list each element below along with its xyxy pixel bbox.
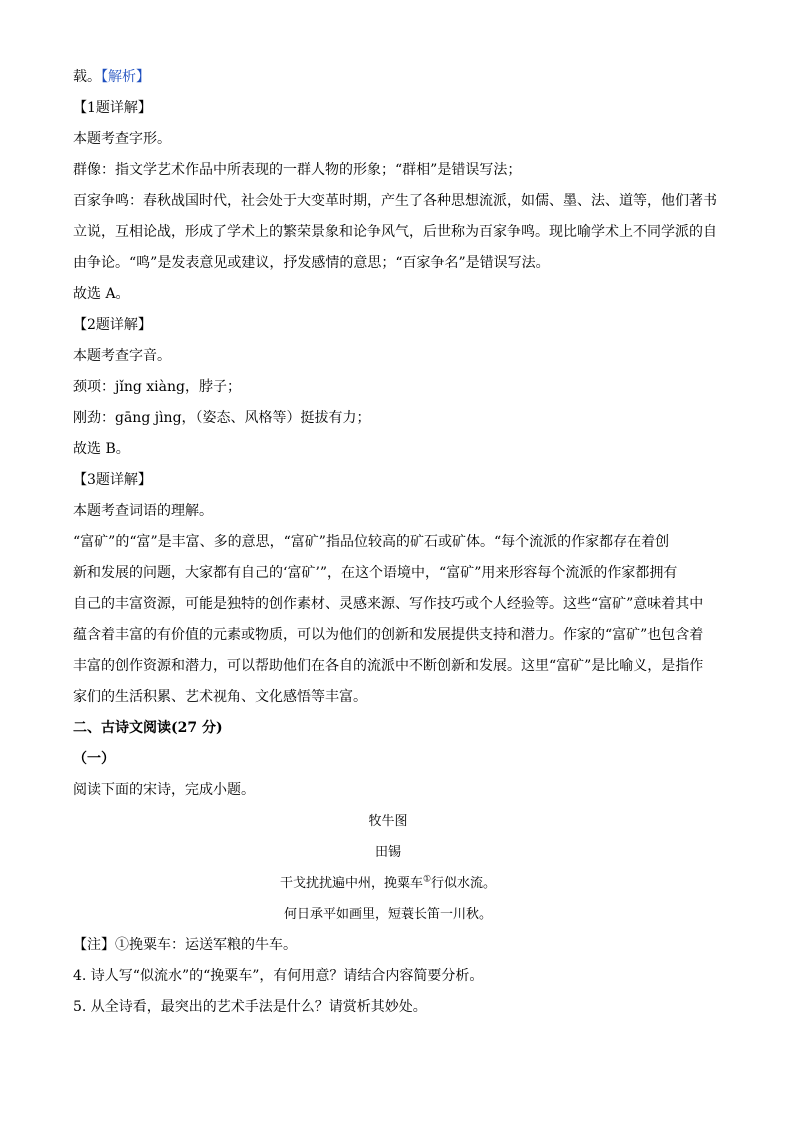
poem-title: 牧牛图 [368, 814, 408, 829]
q1-paragraph-1: 群像：指文学艺术作品中所表现的一群人物的形象；“群相”是错误写法； [73, 162, 522, 178]
q2-answer: 故选 B。 [73, 441, 130, 457]
question-5: 5. 从全诗看，最突出的艺术手法是什么？请赏析其妙处。 [73, 999, 427, 1015]
q1-answer: 故选 A。 [73, 286, 130, 302]
q3-topic: 本题考查词语的理解。 [73, 503, 213, 519]
q3-paragraph-1b: 新和发展的问题，大家都有自己的‘富矿’”，在这个语境中，“富矿”用来形容每个流派的作家都拥有 [73, 565, 678, 581]
footnote-marker: ① [422, 874, 432, 885]
poem-line-2: 何日承平如画里，短蓑长笛一川秋。 [283, 907, 492, 922]
analysis-line [73, 62, 723, 93]
poem-note: 【注】①挽粟车：运送军粮的牛车。 [73, 937, 297, 953]
q2-heading: 【2题详解】 [73, 317, 152, 333]
q1-paragraph-2b: 立说，互相论战，形成了学术上的繁荣景象和论争风气，后世称为百家争鸣。现比喻学术上不同学派的自 [73, 224, 717, 240]
reading-instruction: 阅读下面的宋诗，完成小题。 [73, 782, 255, 798]
q3-paragraph-1e: 丰富的创作资源和潜力，可以帮助他们在各自的流派中不断创新和发展。这里“富矿”是比喻义，是指作 [73, 658, 704, 674]
q3-paragraph-1a: “富矿”的“富”是丰富、多的意思，“富矿”指品位较高的矿石或矿体。“每个流派的作家都存在着创 [73, 534, 670, 550]
q1-topic: 本题考查字形。 [73, 131, 171, 147]
section-2-heading: 二、古诗文阅读(27 分) [73, 720, 223, 736]
q2-paragraph-1: 颈项：jǐng xiàng，脖子； [73, 379, 241, 395]
poem-author: 田锡 [374, 845, 401, 860]
q1-heading: 【1题详解】 [73, 100, 152, 116]
q3-paragraph-1d: 蕴含着丰富的有价值的元素或物质，可以为他们的创新和发展提供支持和潜力。作家的“富矿”也包含着 [73, 627, 704, 643]
subsection-1-heading: （一） [73, 751, 115, 767]
q3-paragraph-1f: 家们的生活积累、艺术视角、文化感悟等丰富。 [73, 689, 367, 705]
continuation-text: 载。 [73, 69, 101, 85]
document-page [73, 62, 723, 1023]
poem-line-1-start: 干戈扰扰遍中州，挽粟车 [279, 876, 423, 891]
poem-line-1-end: 行似水流。 [431, 876, 497, 891]
poem-line-1 [73, 868, 703, 899]
question-4: 4. 诗人写“似流水”的“挽粟车”，有何用意？请结合内容简要分析。 [73, 968, 484, 984]
q3-paragraph-1c: 自己的丰富资源，可能是独特的创作素材、灵感来源、写作技巧或个人经验等。这些“富矿”意味着其中 [73, 596, 704, 612]
q3-heading: 【3题详解】 [73, 472, 152, 488]
q2-topic: 本题考查字音。 [73, 348, 171, 364]
q1-paragraph-2c: 由争论。“鸣”是发表意见或建议，抒发感情的意思；“百家争名”是错误写法。 [73, 255, 550, 271]
q1-paragraph-2a: 百家争鸣：春秋战国时代，社会处于大变革时期，产生了各种思想流派，如儒、墨、法、道等，他们著书 [73, 193, 717, 209]
analysis-label: 【解析】 [101, 69, 150, 85]
q2-paragraph-2: 刚劲：gāng jìng，（姿态、风格等）挺拔有力； [73, 410, 371, 426]
